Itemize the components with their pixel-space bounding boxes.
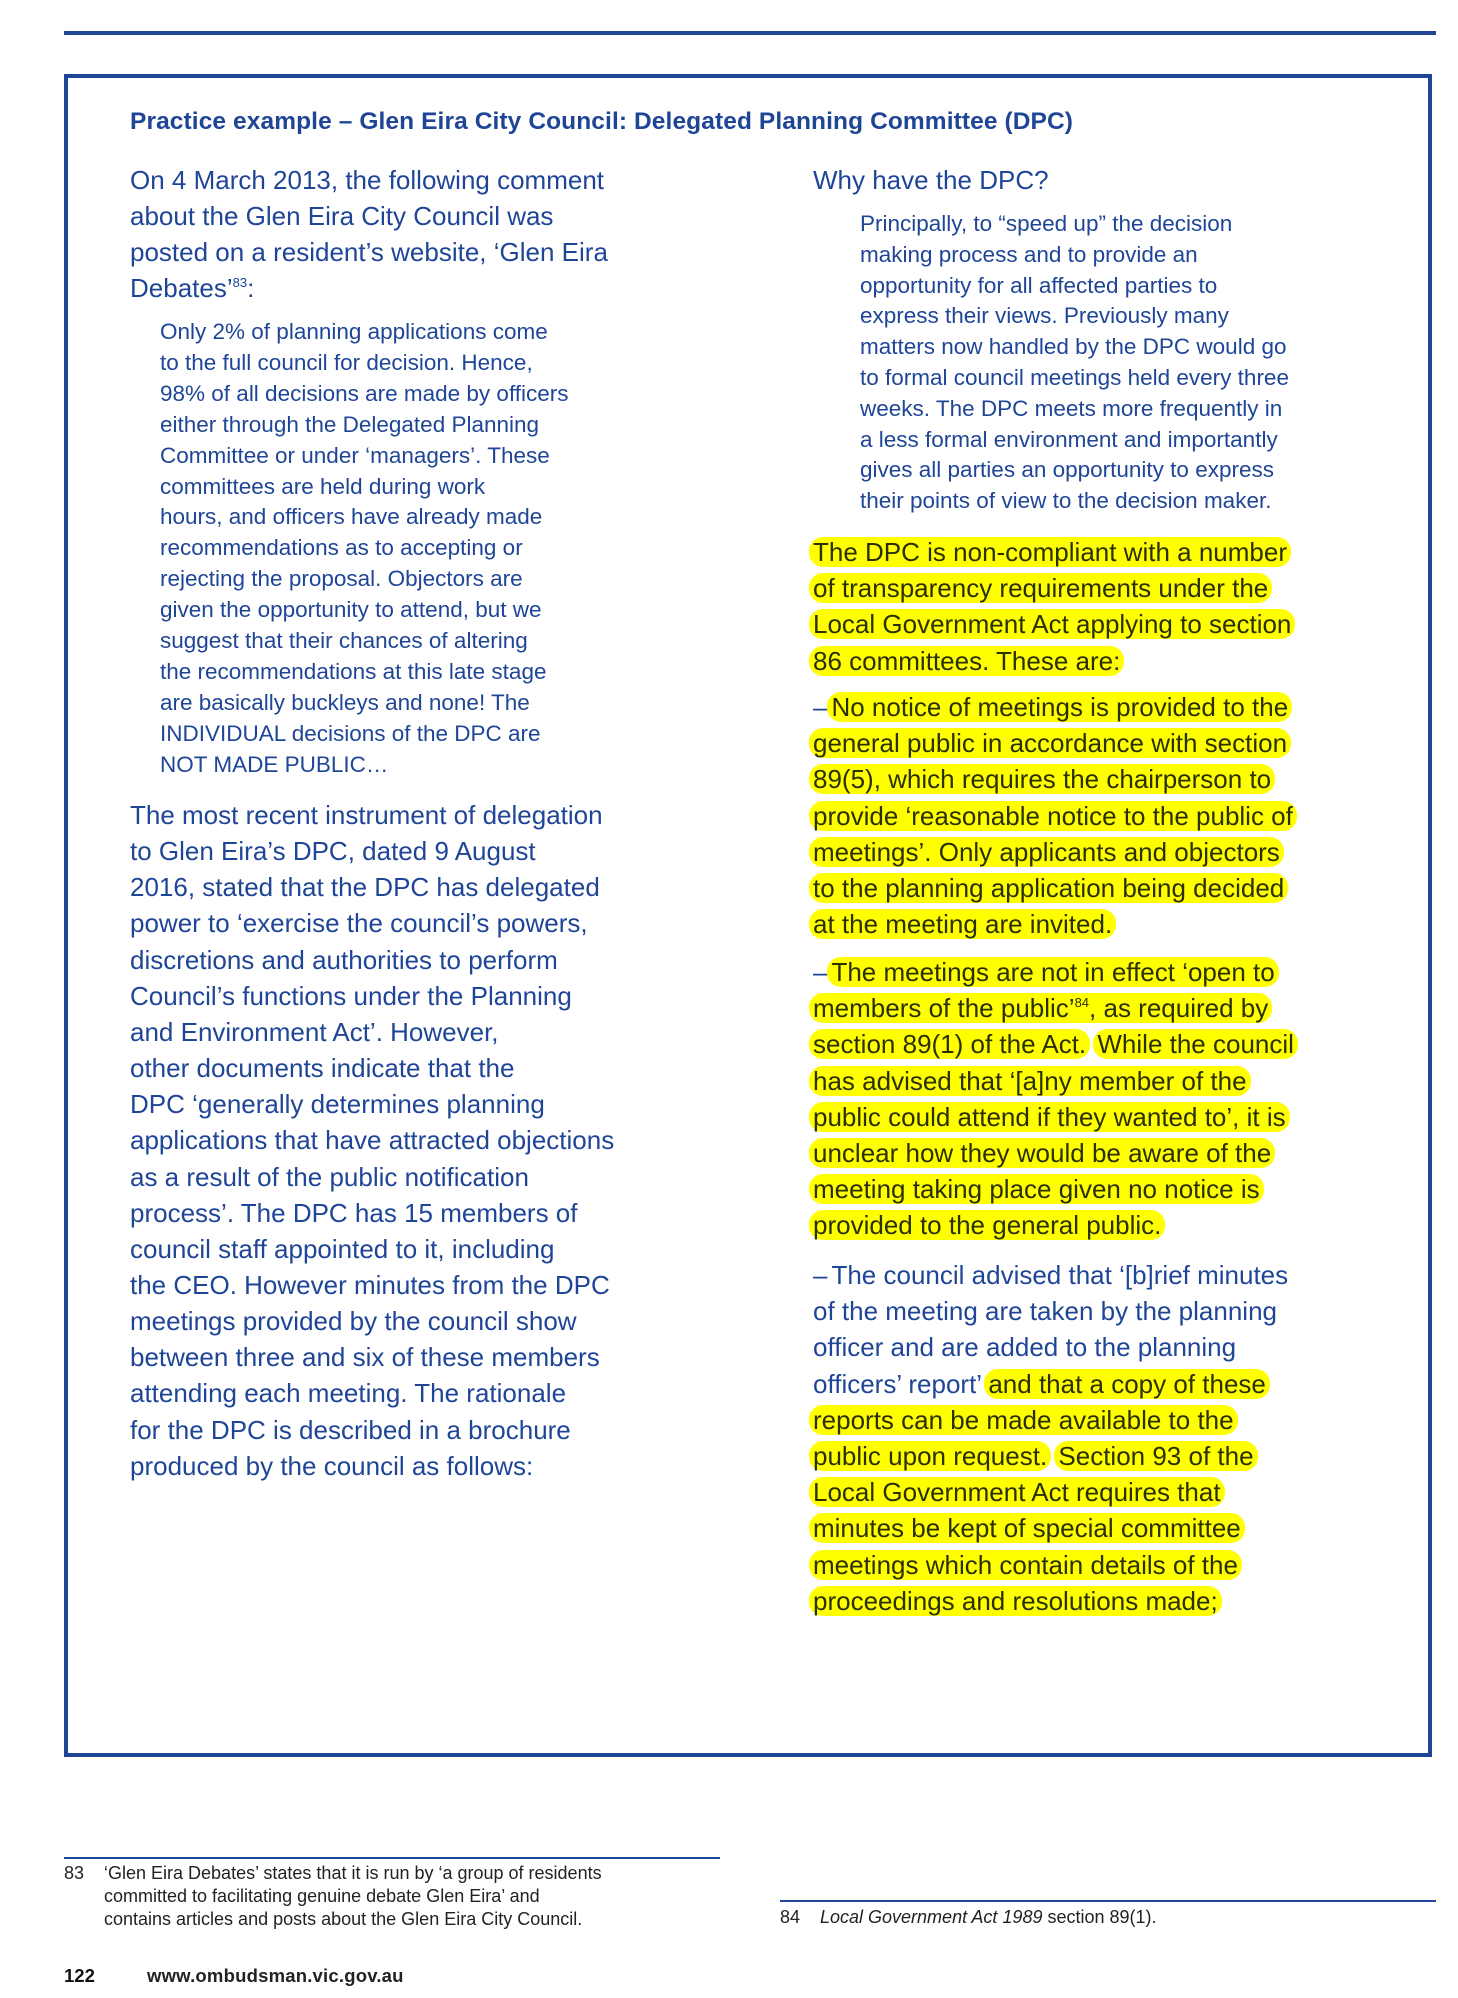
footnote-rule-left (64, 1857, 720, 1859)
quote-line (160, 318, 548, 346)
bullet-3-line (813, 1550, 1242, 1580)
paragraph-line (130, 1053, 514, 1083)
bullet-3-line (813, 1405, 1238, 1435)
text: Council’s functions under the Planning (130, 980, 572, 1011)
text: to formal council meetings held every three (860, 365, 1289, 390)
text: hours, and officers have already made (160, 504, 543, 530)
paragraph-line (130, 1234, 554, 1264)
text: council staff appointed to it, including (130, 1233, 555, 1264)
footnote-number: 84 (780, 1907, 801, 1927)
bullet-3-line (813, 1477, 1225, 1507)
text: INDIVIDUAL decisions of the DPC are (160, 720, 541, 746)
footnote-ref-84[interactable]: 84 (1074, 995, 1090, 1011)
quote-line (160, 503, 542, 531)
bullet-1-line (813, 909, 1116, 939)
highlighted-text: minutes be kept of special committee (809, 1513, 1245, 1543)
intro-line (130, 237, 608, 267)
quote-line (860, 456, 1274, 484)
page-number: 122 (64, 1965, 95, 1986)
text: express their views. Previously many (860, 303, 1229, 329)
box-title: Practice example – Glen Eira City Council: Delegated Planning Committee (DPC) (130, 108, 1074, 135)
highlighted-text: meetings which contain details of the (809, 1550, 1242, 1580)
text: produced by the council as follows: (130, 1450, 534, 1481)
bullet-3-line (813, 1296, 1277, 1326)
highlighted-text: Local Government Act applying to section (809, 609, 1295, 639)
bullet-1-line (813, 692, 1292, 722)
paragraph-line (130, 1017, 499, 1047)
text: Principally, to “speed up” the decision (860, 211, 1233, 236)
text: committees are held during work (160, 473, 486, 499)
bullet-2-line (813, 957, 1279, 987)
text: The most recent instrument of delegation (130, 800, 603, 830)
highlighted-text: general public in accordance with section (809, 728, 1291, 758)
footnote-84 (780, 1906, 1157, 1929)
text: to Glen Eira’s DPC, dated 9 August (130, 836, 536, 867)
text: attending each meeting. The rationale (130, 1378, 567, 1409)
text: Only 2% of planning applications come (160, 319, 548, 344)
text: a less formal environment and importantly (860, 426, 1278, 452)
text: about the Glen Eira City Council was (130, 201, 554, 231)
highlighted-text: at the meeting are invited. (809, 909, 1116, 939)
highlighted-text: of transparency requirements under the (809, 573, 1272, 603)
text: recommendations as to accepting or (160, 535, 523, 561)
highlighted-text: meetings’. Only applicants and objectors (809, 837, 1284, 867)
text: as a result of the public notification (130, 1161, 529, 1192)
bullet-2-line (813, 1174, 1264, 1204)
highlighted-line (813, 537, 1291, 567)
paragraph-line (130, 981, 572, 1011)
text: making process and to provide an (860, 241, 1198, 267)
bullet-2-line (813, 1029, 1298, 1059)
highlighted-text: No notice of meetings is provided to the (827, 692, 1292, 722)
paragraph-line (130, 1415, 571, 1445)
text: rejecting the proposal. Objectors are (160, 566, 523, 592)
footnote-text: ‘Glen Eira Debates’ states that it is run by ‘a group of residents (104, 1863, 602, 1883)
highlighted-text: section 89(1) of the Act. (809, 1029, 1090, 1059)
bullet-3-line (813, 1513, 1245, 1543)
text: meetings provided by the council show (130, 1306, 577, 1337)
highlighted-text: provided to the general public. (809, 1210, 1165, 1240)
quote-line (860, 333, 1287, 361)
bullet-1-line (813, 873, 1288, 903)
text: the CEO. However minutes from the DPC (130, 1269, 610, 1300)
highlighted-text: meeting taking place given no notice is (809, 1174, 1264, 1204)
footnote-ref-83[interactable]: 83 (232, 275, 248, 290)
text: officer and are added to the planning (813, 1332, 1237, 1363)
text: suggest that their chances of altering (160, 628, 528, 653)
bullet-3-line (813, 1369, 1270, 1399)
intro-line (130, 165, 604, 195)
bullet-dash: – (813, 1260, 828, 1290)
highlighted-text (809, 993, 1272, 1023)
footnote-number: 83 (64, 1863, 85, 1883)
highlighted-text: Local Government Act requires that (809, 1477, 1225, 1507)
text: discretions and authorities to perform (130, 944, 558, 975)
text: power to ‘exercise the council’s powers, (130, 908, 588, 939)
paragraph-line (130, 1125, 614, 1155)
quote-line (160, 411, 539, 439)
quote-line (160, 627, 528, 655)
highlighted-line (813, 609, 1295, 639)
highlighted-text: provide ‘reasonable notice to the public of (809, 801, 1297, 831)
text: are basically buckleys and none! The (160, 689, 530, 715)
highlighted-text: Section 93 of the (1054, 1441, 1257, 1471)
quote-line (160, 689, 530, 717)
bullet-2-line (813, 993, 1272, 1023)
quote-line (160, 658, 546, 686)
highlighted-text: proceedings and resolutions made; (809, 1586, 1222, 1616)
bullet-2-line (813, 1210, 1165, 1240)
text: : (247, 273, 255, 303)
bullet-2-line (813, 1102, 1290, 1132)
paragraph-line (130, 1306, 577, 1336)
text: of the meeting are taken by the planning (813, 1296, 1277, 1327)
quote-line (160, 442, 550, 470)
paragraph-line (130, 836, 536, 866)
quote-line (160, 473, 485, 501)
bullet-1-line (813, 764, 1275, 794)
text: for the DPC is described in a brochure (130, 1414, 571, 1445)
quote-line (160, 720, 541, 748)
subheading (813, 165, 1049, 195)
highlighted-text: and that a copy of these (984, 1369, 1270, 1399)
bullet-1-line (813, 728, 1291, 758)
paragraph-line (130, 1270, 610, 1300)
highlighted-line (813, 646, 1124, 676)
quote-line (160, 751, 388, 779)
quote-line (860, 364, 1289, 392)
intro-line (130, 273, 254, 303)
highlighted-text: unclear how they would be aware of the (809, 1138, 1275, 1168)
header-rule (64, 31, 1436, 35)
paragraph-line (130, 1089, 545, 1119)
quote-line (860, 241, 1198, 269)
quote-line (860, 487, 1271, 515)
quote-line (160, 565, 523, 593)
highlighted-text: The DPC is non-compliant with a number (809, 537, 1291, 567)
highlighted-text: has advised that ‘[a]ny member of the (809, 1066, 1251, 1096)
quote-line (860, 272, 1217, 300)
footnote-rule-right (780, 1900, 1436, 1902)
quote-line (160, 349, 533, 377)
text: Committee or under ‘managers’. These (160, 442, 550, 468)
text: posted on a resident’s website, ‘Glen Eira (130, 237, 608, 267)
text: DPC ‘generally determines planning (130, 1089, 545, 1120)
text: On 4 March 2013, the following comment (130, 165, 605, 195)
text: 2016, stated that the DPC has delegated (130, 872, 600, 903)
footnote-83 (64, 1862, 602, 1931)
bullet-1-line (813, 801, 1297, 831)
highlighted-text: 86 committees. These are: (809, 646, 1124, 676)
text: , as required by (1089, 993, 1269, 1024)
bullet-dash: – (813, 957, 828, 987)
text: Debates’ (130, 273, 233, 303)
paragraph-line (130, 1198, 577, 1228)
bullet-3-line (813, 1586, 1222, 1616)
paragraph-line (130, 872, 600, 902)
footnote-text: section 89(1). (1042, 1907, 1157, 1927)
paragraph-line (130, 945, 558, 975)
highlighted-text: The meetings are not in effect ‘open to (827, 957, 1278, 987)
text: their points of view to the decision maker. (860, 488, 1272, 514)
paragraph-line (130, 1451, 533, 1481)
text: and Environment Act’. However, (130, 1016, 499, 1047)
bullet-3-line (813, 1260, 1288, 1290)
text: NOT MADE PUBLIC… (160, 751, 389, 777)
text: weeks. The DPC meets more frequently in (860, 395, 1283, 421)
footnote-act-title: Local Government Act 1989 (820, 1907, 1043, 1927)
quote-line (860, 426, 1278, 454)
text: opportunity for all affected parties to (860, 272, 1218, 298)
paragraph-line (130, 908, 588, 938)
text: applications that have attracted objections (130, 1125, 615, 1156)
highlighted-text: public upon request. (809, 1441, 1051, 1471)
quote-line (160, 596, 542, 624)
text: members of the public’ (813, 993, 1075, 1024)
text: either through the Delegated Planning (160, 411, 540, 437)
bullet-dash: – (813, 692, 828, 722)
text: Why have the DPC? (813, 165, 1049, 195)
text: The council advised that ‘[b]rief minutes (831, 1260, 1289, 1290)
quote-line (160, 380, 569, 408)
quote-line (860, 302, 1229, 330)
bullet-1-line (813, 837, 1284, 867)
bullet-2-line (813, 1138, 1275, 1168)
text: the recommendations at this late stage (160, 658, 547, 684)
text: between three and six of these members (130, 1342, 600, 1373)
paragraph-line (130, 800, 603, 830)
quote-line (860, 210, 1232, 238)
text: gives all parties an opportunity to express (860, 457, 1274, 483)
paragraph-line (130, 1162, 529, 1192)
quote-line (860, 395, 1282, 423)
quote-line (160, 534, 523, 562)
highlighted-line (813, 573, 1272, 603)
text: officers’ report’ (813, 1368, 982, 1399)
paragraph-line (130, 1342, 600, 1372)
intro-line (130, 201, 553, 231)
paragraph-line (130, 1378, 566, 1408)
text: other documents indicate that the (130, 1053, 515, 1084)
highlighted-text: public could attend if they wanted to’, it is (809, 1102, 1290, 1132)
highlighted-text: reports can be made available to the (809, 1405, 1238, 1435)
text: process’. The DPC has 15 members of (130, 1197, 578, 1228)
bullet-3-line (813, 1332, 1236, 1362)
footer-url[interactable]: www.ombudsman.vic.gov.au (147, 1965, 404, 1986)
text: 98% of all decisions are made by officers (160, 380, 569, 406)
bullet-2-line (813, 1066, 1251, 1096)
text: given the opportunity to attend, but we (160, 597, 542, 623)
footnote-text: committed to facilitating genuine debate Glen Eira’ and (104, 1886, 540, 1906)
bullet-3-line (813, 1441, 1258, 1471)
text: to the full council for decision. Hence, (160, 349, 533, 375)
highlighted-text: to the planning application being decided (809, 873, 1288, 903)
text: matters now handled by the DPC would go (860, 334, 1287, 360)
highlighted-text: 89(5), which requires the chairperson to (809, 764, 1275, 794)
footnote-text: contains articles and posts about the Glen Eira City Council. (104, 1909, 583, 1929)
highlighted-text: While the council (1093, 1029, 1298, 1059)
